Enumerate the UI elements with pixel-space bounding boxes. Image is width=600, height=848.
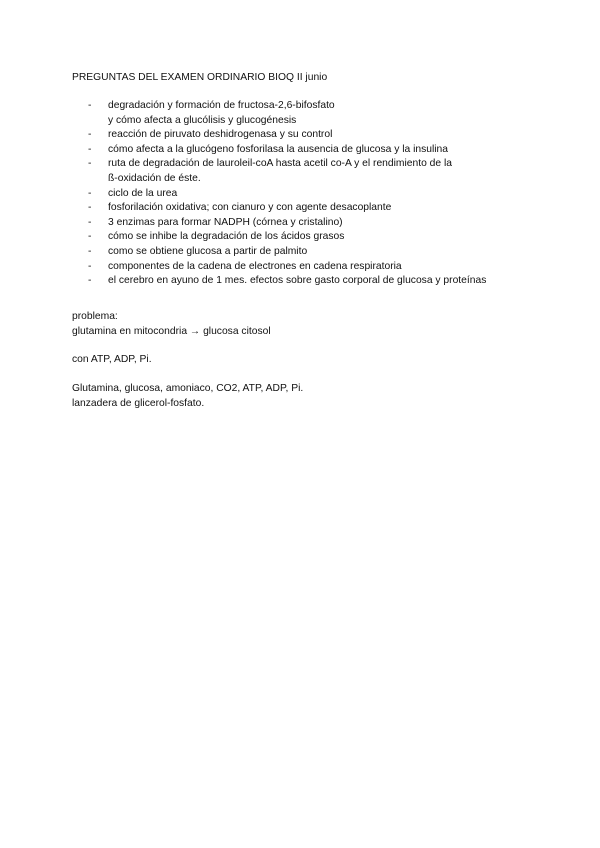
problem-block <box>72 309 271 339</box>
problem-condition-block <box>72 352 152 367</box>
problem-heading: problema: <box>72 311 118 322</box>
question-text: 3 enzimas para formar NADPH (córnea y cristalino) <box>108 216 343 228</box>
bullet-dash: - <box>88 158 92 170</box>
problem-shuttle: lanzadera de glicerol-fosfato. <box>72 398 205 409</box>
list-item <box>72 230 542 245</box>
list-item <box>72 187 542 202</box>
list-item <box>72 143 542 158</box>
question-text: el cerebro en ayuno de 1 mes. efectos sobre gasto corporal de glucosa y proteínas <box>108 275 487 287</box>
list-item <box>72 216 542 231</box>
question-list <box>72 99 542 289</box>
list-item <box>72 260 542 275</box>
question-text: fosforilación oxidativa; con cianuro y con agente desacoplante <box>108 202 392 214</box>
question-text: degradación y formación de fructosa-2,6-bifosfato <box>108 100 335 111</box>
bullet-dash: - <box>88 245 92 257</box>
question-text: cómo se inhibe la degradación de los ácidos grasos <box>108 231 345 243</box>
bullet-dash: - <box>88 129 92 141</box>
question-text: como se obtiene glucosa a partir de palmito <box>108 245 308 257</box>
question-text: cómo afecta a la glucógeno fosforilasa la ausencia de glucosa y la insulina <box>108 143 449 155</box>
bullet-dash: - <box>88 143 92 155</box>
bullet-dash: - <box>88 275 92 287</box>
problem-items-block <box>72 381 303 411</box>
question-text: ruta de degradación de lauroleil-coA hasta acetil co-A y el rendimiento de la <box>108 158 453 170</box>
question-continuation: y cómo afecta a glucólisis y glucogénesis <box>108 114 297 126</box>
problem-items: Glutamina, glucosa, amoniaco, CO2, ATP, ADP, Pi. <box>72 383 304 394</box>
list-item <box>72 274 542 289</box>
document-title: PREGUNTAS DEL EXAMEN ORDINARIO BIOQ II junio <box>72 72 328 83</box>
bullet-dash: - <box>88 202 92 214</box>
problem-condition: con ATP, ADP, Pi. <box>72 354 152 365</box>
list-item <box>72 201 542 216</box>
question-continuation: ß-oxidación de éste. <box>108 172 201 184</box>
question-text: ciclo de la urea <box>108 187 178 199</box>
bullet-dash: - <box>88 260 92 272</box>
problem-statement: glutamina en mitocondria → glucosa citosol <box>72 326 271 337</box>
question-text: reacción de piruvato deshidrogenasa y su control <box>108 129 333 141</box>
list-item <box>72 99 542 128</box>
list-item <box>72 128 542 143</box>
bullet-dash: - <box>88 187 92 199</box>
list-item <box>72 157 542 186</box>
bullet-dash: - <box>88 100 92 111</box>
list-item <box>72 245 542 260</box>
question-text: componentes de la cadena de electrones en cadena respiratoria <box>108 260 402 272</box>
bullet-dash: - <box>88 216 92 228</box>
bullet-dash: - <box>88 231 92 243</box>
